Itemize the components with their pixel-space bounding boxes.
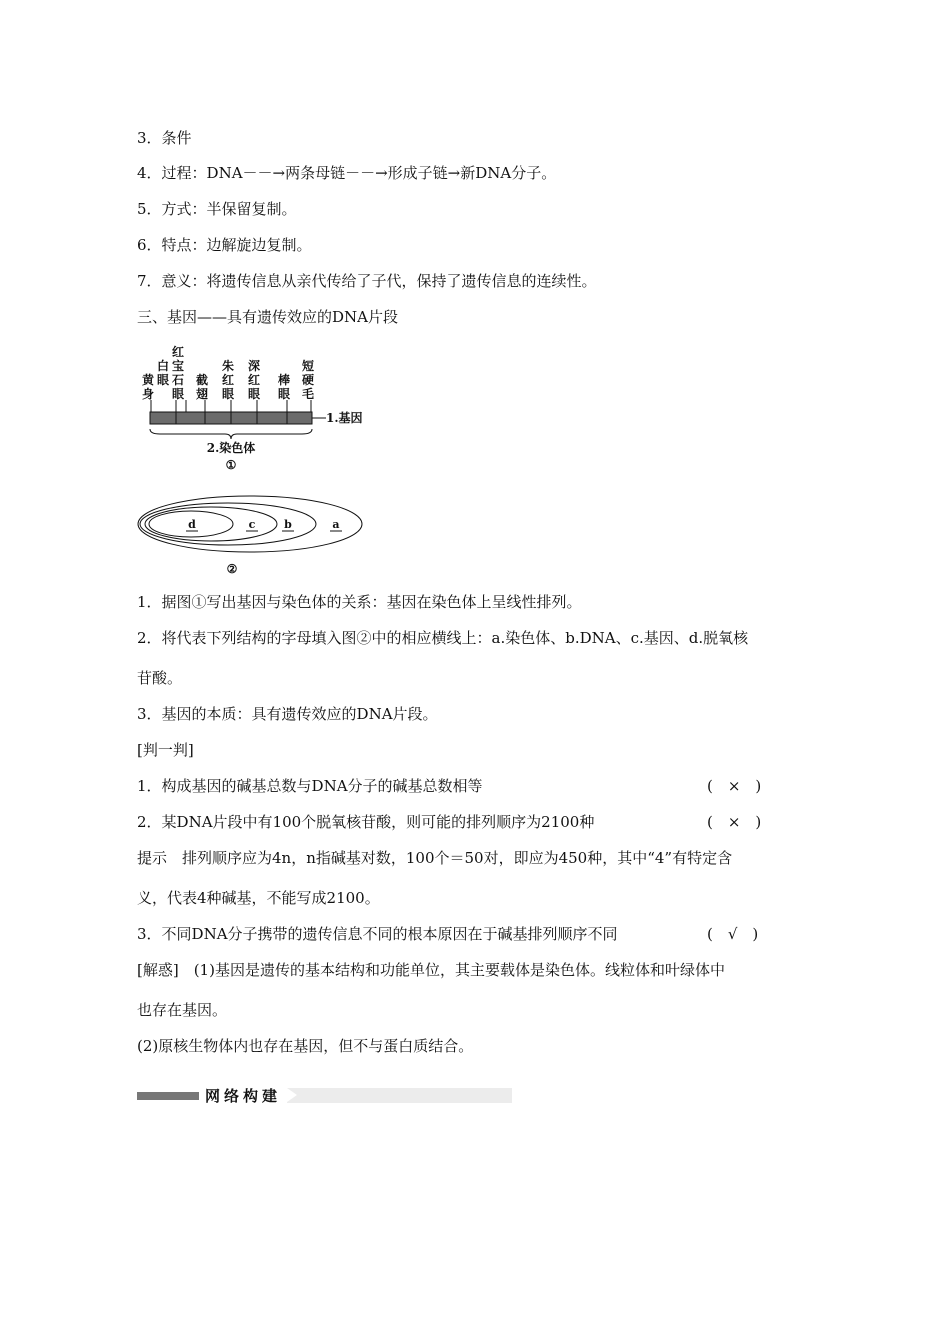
gene-label-vermilion-eye: 朱红眼 (222, 359, 235, 401)
judgement-mark: ( × ) (707, 813, 762, 831)
gene-label-cut-wing: 截翅 (196, 373, 209, 401)
figure2-caption: ② (226, 562, 238, 576)
text-line: [解惑] (1)基因是遗传的基本结构和功能单位，其主要载体是染色体。线粒体和叶绿体中 (137, 961, 725, 979)
text-line: 2．将代表下列结构的字母填入图②中的相应横线上：a.染色体、b.DNA、c.基因、d.脱氧核 (137, 629, 749, 647)
chevron-right-icon (287, 1088, 297, 1102)
gene-ticks (151, 400, 311, 412)
text-line: 4．过程：DNA－－→两条母链－－→形成子链→新DNA分子。 (137, 164, 557, 182)
banner-bar-dark (137, 1092, 199, 1100)
text-line: [判一判] (137, 741, 194, 759)
text-line: 也存在基因。 (137, 1001, 228, 1019)
text-line: (2)原核生物体内也存在基因，但不与蛋白质结合。 (137, 1037, 474, 1055)
text-line: 义，代表4种碱基，不能写成2100。 (137, 889, 380, 907)
gene-label-carmine-eye: 深红眼 (248, 359, 261, 401)
gene-label: 1.基因 (326, 411, 363, 425)
text-line: 1．构成基因的碱基总数与DNA分子的碱基总数相等 (137, 777, 483, 795)
gene-label-ruby-eye: 红宝石眼 (172, 345, 185, 401)
letter-d: d (188, 518, 196, 531)
text-line: 6．特点：边解旋边复制。 (137, 236, 312, 254)
banner-bar-light (287, 1088, 512, 1103)
chromosome-label: 2.染色体 (206, 441, 256, 455)
section-banner (137, 1087, 512, 1104)
text-line: 3．不同DNA分子携带的遗传信息不同的根本原因在于碱基排列顺序不同 (137, 925, 618, 943)
text-line: 提示 排列顺序应为4n，n指碱基对数，100个＝50对，即应为450种，其中“4”有特定含 (137, 849, 733, 867)
banner-title: 网络构建 (205, 1087, 282, 1105)
text-line: 5．方式：半保留复制。 (137, 200, 297, 218)
text-line: 3．条件 (137, 129, 192, 147)
char: 黄 (142, 373, 155, 387)
text-line: 1．据图①写出基因与染色体的关系：基因在染色体上呈线性排列。 (137, 593, 582, 611)
text-line: 3．基因的本质：具有遗传效应的DNA片段。 (137, 705, 438, 723)
letter-c: c (248, 518, 256, 531)
judgement-mark: ( √ ) (707, 925, 759, 943)
figure1-caption: ① (225, 458, 237, 472)
section-heading: 三、基因——具有遗传效应的DNA片段 (137, 308, 398, 326)
gene-label-white-eye: 白眼 (157, 359, 170, 387)
gene-label-short-bristle: 短硬毛 (302, 359, 315, 401)
figure-nested-structures (136, 493, 368, 579)
text-line: 苷酸。 (137, 669, 183, 687)
text-line: 2．某DNA片段中有100个脱氧核苷酸，则可能的排列顺序为2100种 (137, 813, 595, 831)
text-line: 7．意义：将遗传信息从亲代传给了子代，保持了遗传信息的连续性。 (137, 272, 597, 290)
chromosome-brace (150, 429, 312, 439)
judgement-mark: ( × ) (707, 777, 762, 795)
letter-b: b (284, 518, 292, 531)
figure-chromosome (130, 342, 370, 474)
gene-label-bar-eye: 棒眼 (278, 373, 291, 401)
gene-labels (142, 344, 314, 401)
letter-a: a (332, 518, 340, 531)
gene-label-yellow-body: 黄身 (142, 373, 155, 401)
